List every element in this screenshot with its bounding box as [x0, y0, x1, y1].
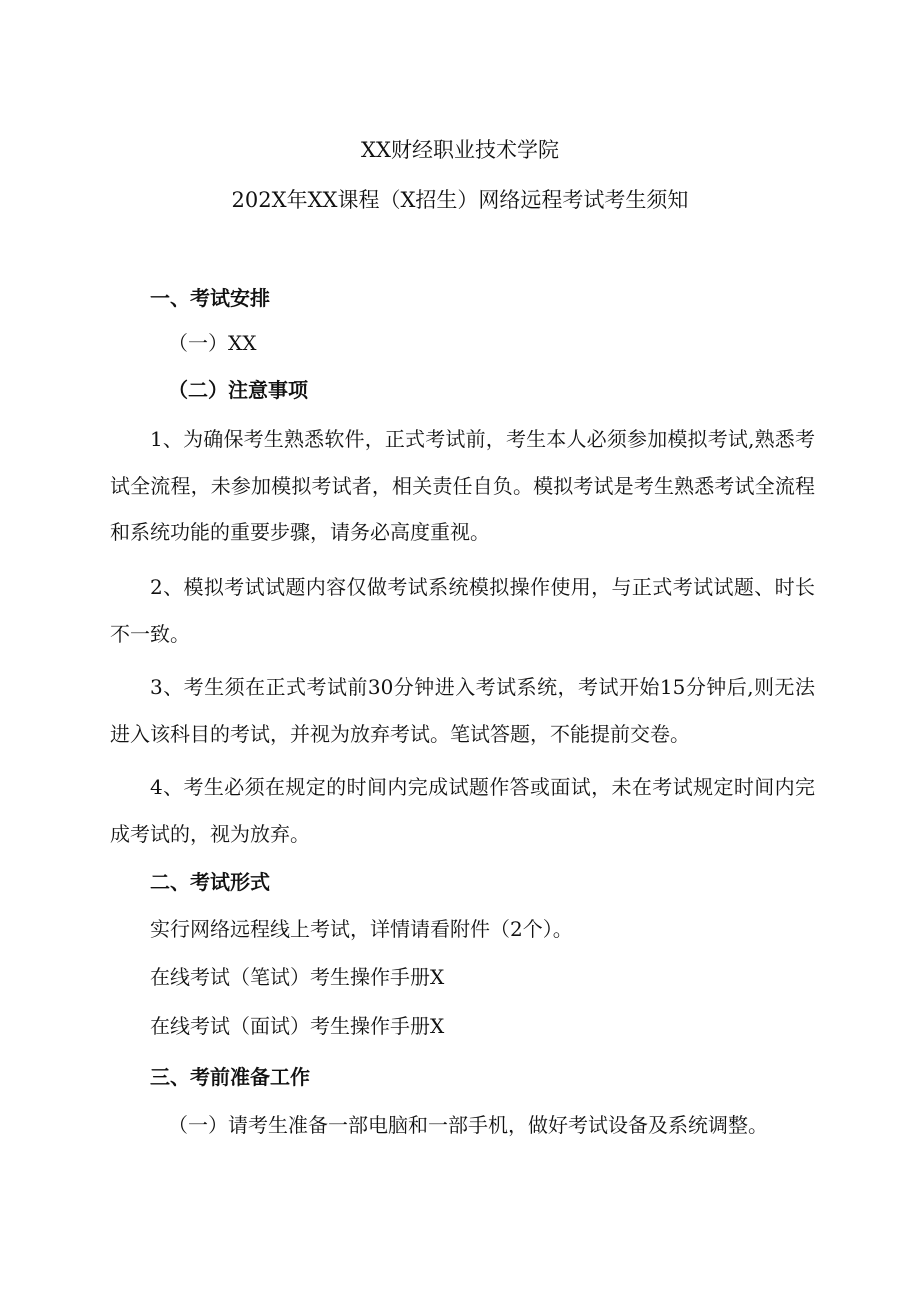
- notice-item-1: 1、为确保考生熟悉软件，正式考试前，考生本人必须参加模拟考试,熟悉考试全流程，未参加模拟考试者，相关责任自负。模拟考试是考生熟悉考试全流程和系统功能的重要步骤，请务必高度重视。: [110, 427, 815, 545]
- attachment-item-2: 在线考试（面试）考生操作手册X: [150, 1014, 445, 1038]
- section3-heading: 三、考前准备工作: [150, 1065, 310, 1089]
- section2-intro: 实行网络远程线上考试，详情请看附件（2个）。: [150, 917, 573, 941]
- section1-heading: 一、考试安排: [150, 286, 270, 310]
- section1-subheading-2: （二）注意事项: [168, 378, 308, 402]
- notice-item-4: 4、考生必须在规定的时间内完成试题作答或面试，未在考试规定时间内完成考试的，视为放弃。: [110, 775, 815, 846]
- notice-item-2: 2、模拟考试试题内容仅做考试系统模拟操作使用，与正式考试试题、时长不一致。: [110, 575, 815, 646]
- section1-subheading-1: （一）XX: [168, 331, 257, 355]
- attachment-item-1: 在线考试（笔试）考生操作手册X: [150, 965, 445, 989]
- document-title-line1: XX财经职业技术学院: [361, 138, 559, 162]
- notice-item-3: 3、考生须在正式考试前30分钟进入考试系统，考试开始15分钟后,则无法进入该科目的考试，并视为放弃考试。笔试答题，不能提前交卷。: [110, 675, 815, 746]
- document-title-line2: 202X年XX课程（X招生）网络远程考试考生须知: [231, 188, 689, 212]
- section3-item-1: （一）请考生准备一部电脑和一部手机，做好考试设备及系统调整。: [168, 1113, 768, 1137]
- section2-heading: 二、考试形式: [150, 870, 270, 894]
